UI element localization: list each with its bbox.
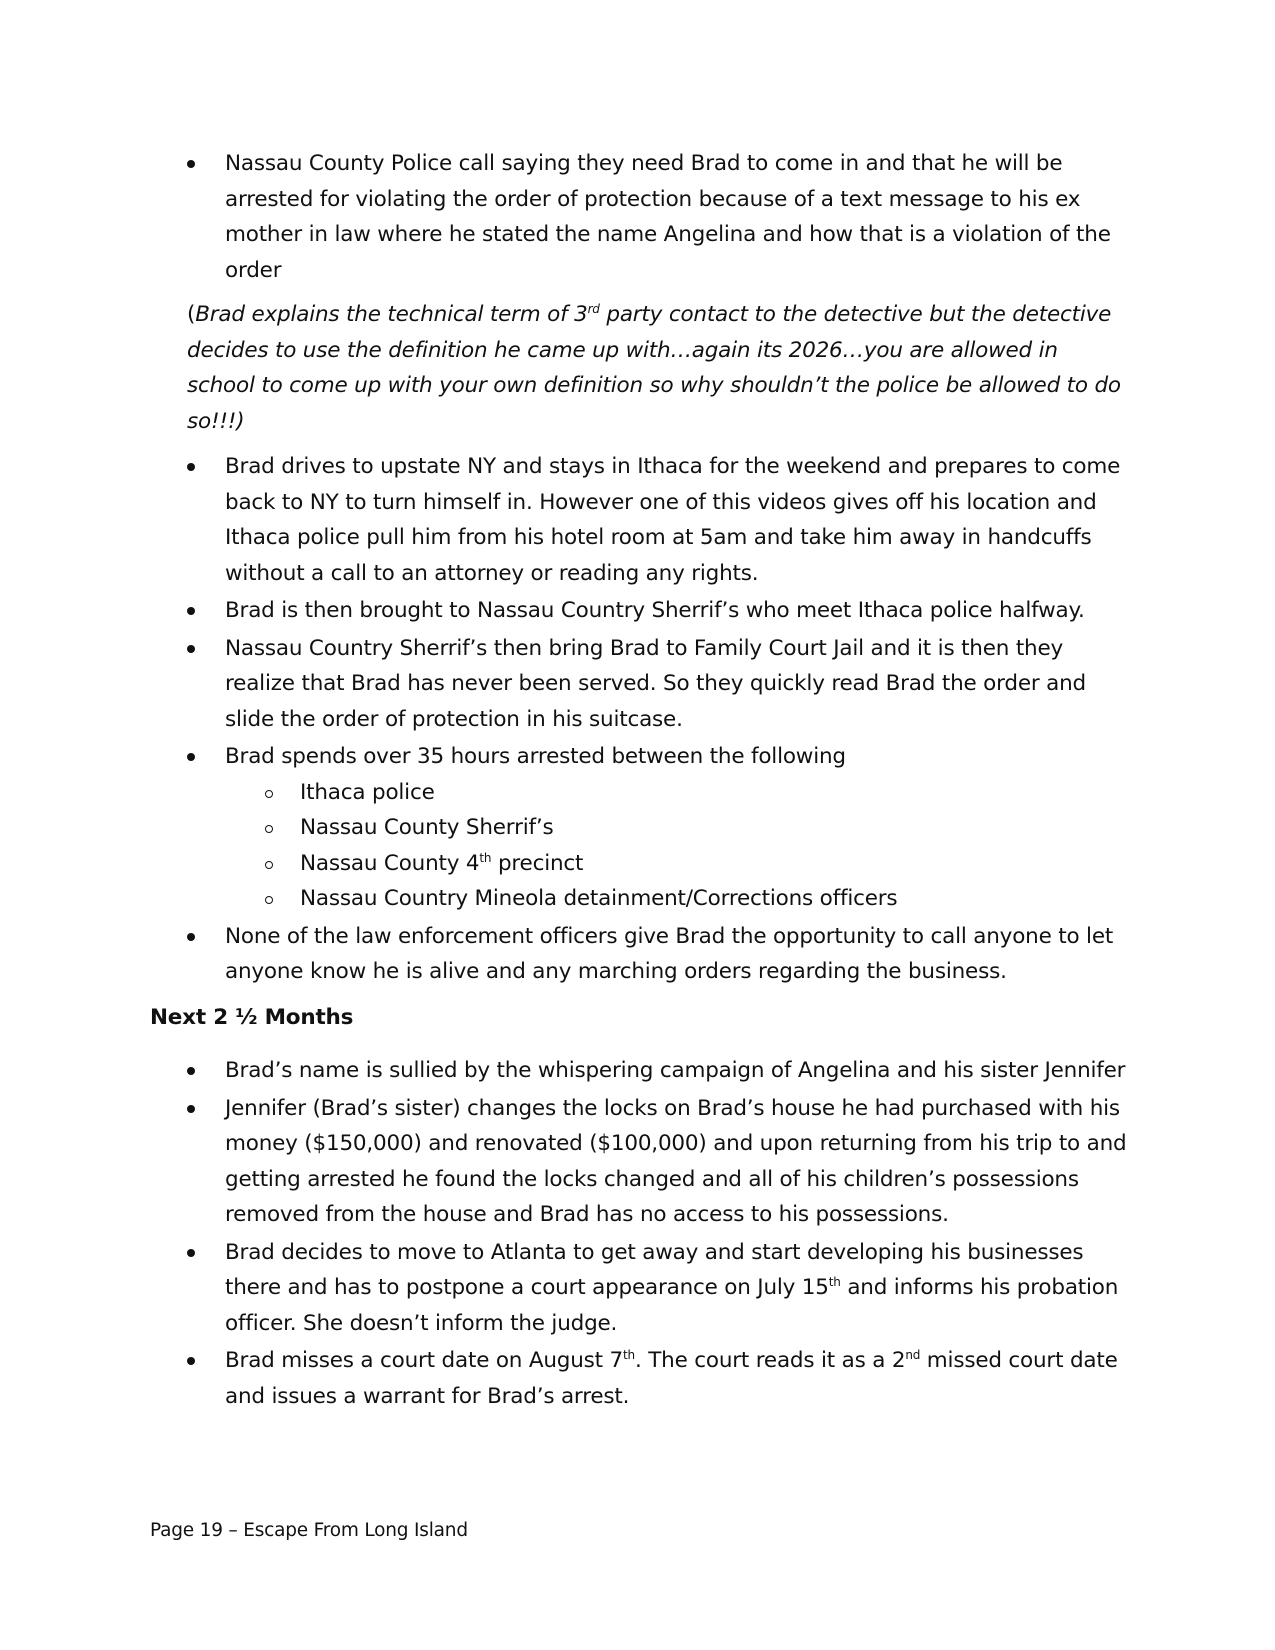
ordinal-superscript: nd (905, 1347, 921, 1362)
list-item-text: . The court reads it as a 2 (634, 1348, 906, 1373)
list-item (0, 449, 1275, 591)
list-item (0, 1235, 1275, 1342)
bullet-list-next-months (0, 1053, 1275, 1416)
section-heading: Next 2 ½ Months (150, 1005, 354, 1030)
sub-list-item-text: Ithaca police (300, 779, 435, 805)
bullet-dot-icon (187, 160, 195, 168)
sub-list-item (225, 881, 1135, 917)
list-item-text: Brad misses a court date on August 7 (225, 1348, 624, 1373)
list-item (0, 1053, 1275, 1089)
bullet-list-arrest (0, 449, 1275, 992)
bullet-dot-icon (187, 463, 195, 471)
bullet-dot-icon (187, 645, 195, 653)
aside-open-paren: ( (187, 302, 196, 327)
sub-list-item-text: Nassau County 4 (300, 850, 480, 876)
list-item-text: Nassau County Police call saying they need Brad to come in and that he will be arrested for violating the order of protection because of a text message to his ex mother in law where he stated the name Angelina and how that is a violation of the order (225, 151, 1111, 283)
hollow-circle-bullet-icon (265, 790, 273, 798)
list-item-text: Brad is then brought to Nassau Country Sherrif’s who meet Ithaca police halfway. (225, 598, 1085, 623)
sub-list-item (225, 775, 1135, 811)
hollow-circle-bullet-icon (265, 861, 273, 869)
list-item (0, 631, 1275, 738)
aside-text-part1: Brad explains the technical term of 3 (195, 302, 588, 327)
list-item (0, 146, 1275, 288)
hollow-circle-bullet-icon (265, 825, 273, 833)
list-item (0, 1091, 1275, 1233)
list-item-text: and informs his probation officer. She doesn’t inform the judge. (225, 1275, 1119, 1336)
sub-list-item-text: Nassau Country Mineola detainment/Corrections officers (300, 886, 898, 911)
page-footer: Page 19 – Escape From Long Island (150, 1520, 468, 1541)
list-item-text: Brad’s name is sullied by the whispering campaign of Angelina and his sister Jennifer (225, 1058, 1126, 1083)
aside-ordinal-superscript: rd (587, 301, 600, 316)
sub-list-detention-locations (225, 775, 1135, 917)
sub-list-item-text: precinct (491, 850, 584, 876)
list-item (0, 919, 1275, 990)
ordinal-superscript: th (828, 1274, 841, 1289)
bullet-dot-icon (187, 1249, 195, 1257)
list-item (0, 593, 1275, 629)
sub-list-item-text: Nassau County Sherrif’s (300, 815, 554, 840)
bullet-dot-icon (187, 933, 195, 941)
list-item-text: missed court date and issues a warrant for Brad’s arrest. (225, 1348, 1118, 1409)
bullet-dot-icon (187, 753, 195, 761)
bullet-dot-icon (187, 1105, 195, 1113)
ordinal-superscript: th (623, 1347, 635, 1362)
aside-text-part2: party contact to the detective but the detective decides to use the definition he came up with…again its 2026…you are allowed in school to come up with your own definition so why shouldn’t the police be allowed to do so!!!) (187, 302, 1121, 434)
bullet-dot-icon (187, 1357, 195, 1365)
list-item-text: Brad decides to move to Atlanta to get away and start developing his businesses there and has to postpone a court appearance on July 15 (225, 1239, 1084, 1300)
ordinal-superscript: th (479, 850, 492, 865)
sub-list-item (225, 810, 1135, 846)
list-item-text: None of the law enforcement officers give Brad the opportunity to call anyone to let anyone know he is alive and any marching orders regarding the business. (225, 923, 1114, 984)
list-item-text: Nassau Country Sherrif’s then bring Brad to Family Court Jail and it is then they realize that Brad has never been served. So they quickly read Brad the order and slide the order of protection in his suitcase. (225, 635, 1086, 732)
bullet-list-police-call (0, 146, 1275, 290)
sub-list-item (225, 846, 1135, 882)
list-item-text: Brad spends over 35 hours arrested between the following (225, 744, 846, 769)
list-item-text: Brad drives to upstate NY and stays in Ithaca for the weekend and prepares to come back to NY to turn himself in. However one of this videos gives off his location and Ithaca police pull him from his hotel room at 5am and take him away in handcuffs without a call to an attorney or reading any rights. (225, 454, 1121, 586)
italic-aside-paragraph (187, 297, 1127, 439)
list-item (0, 1343, 1275, 1414)
list-item-text: Jennifer (Brad’s sister) changes the locks on Brad’s house he had purchased with his money ($150,000) and renovated ($100,000) and upon returning from his trip to and getting arrested he found the locks changed and all of his children’s possessions removed from the house and Brad has no access to his possessions. (225, 1095, 1127, 1227)
bullet-dot-icon (187, 607, 195, 615)
hollow-circle-bullet-icon (265, 896, 273, 904)
bullet-dot-icon (187, 1067, 195, 1075)
list-item (0, 739, 1275, 917)
